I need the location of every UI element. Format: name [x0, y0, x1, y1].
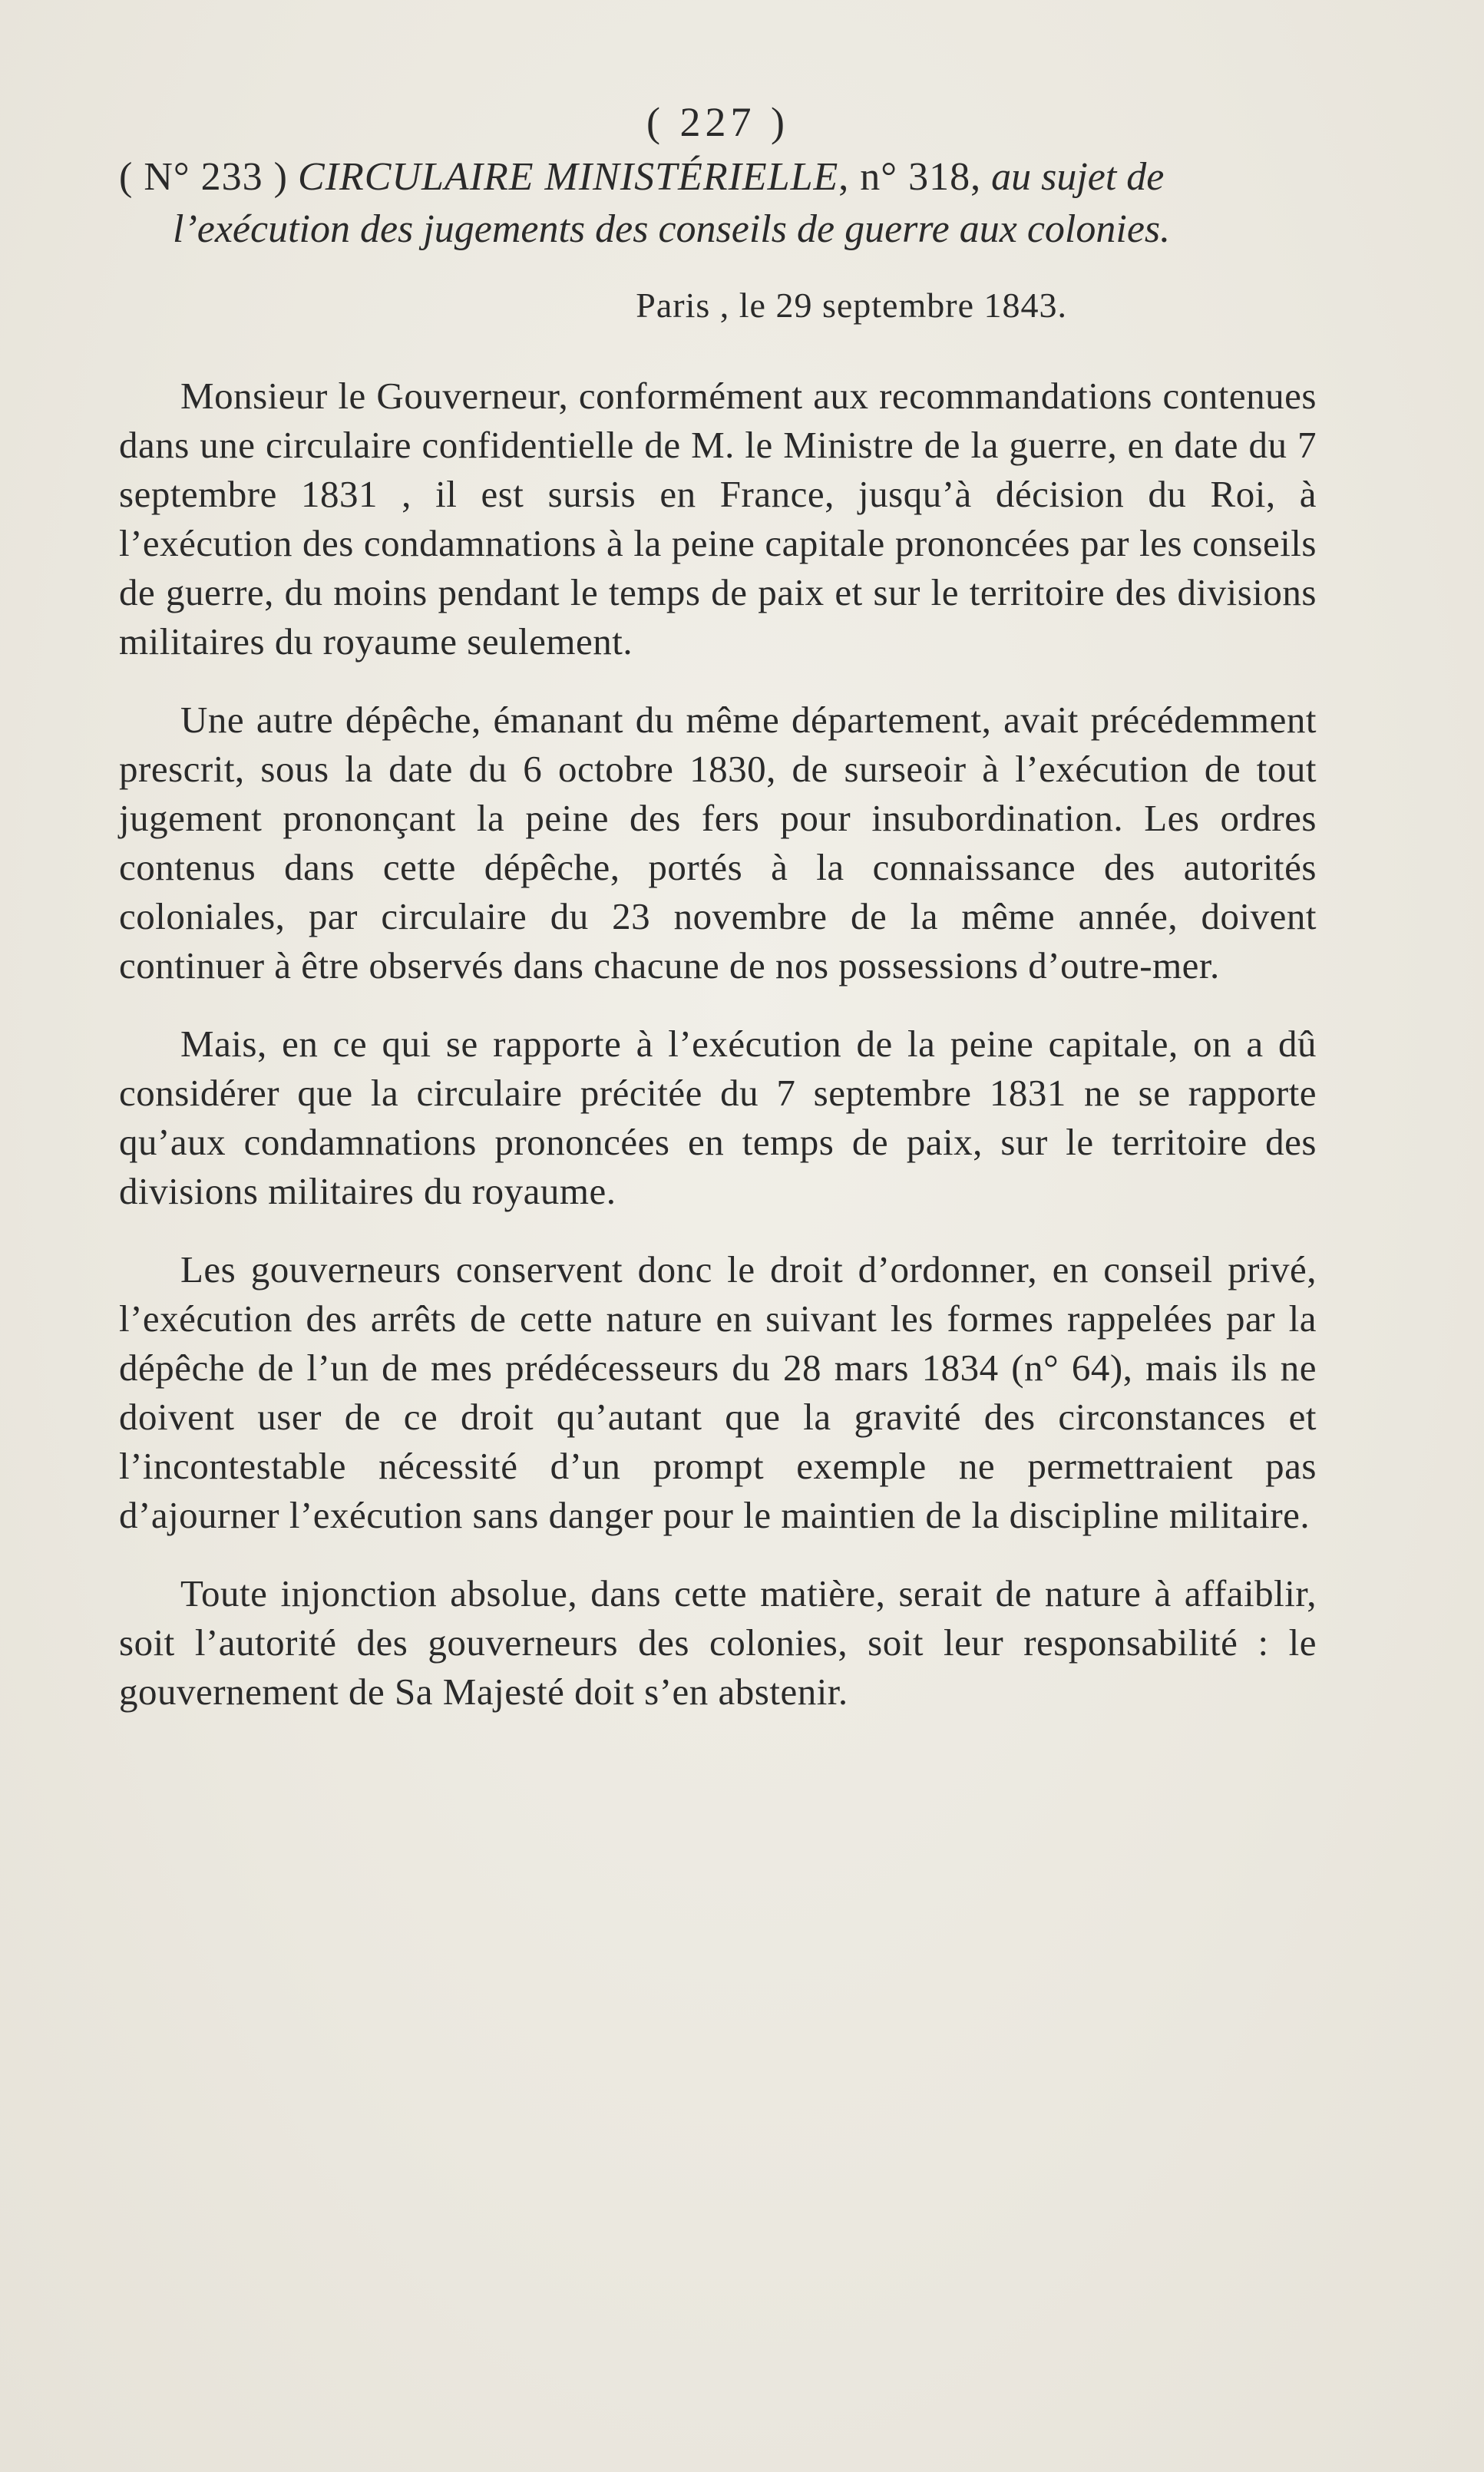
body-text	[119, 372, 1317, 1717]
circular-reference: , n° 318,	[838, 155, 982, 200]
document-number: ( N° 233 )	[119, 155, 288, 200]
document-title: CIRCULAIRE MINISTÉRIELLE	[297, 155, 839, 200]
document-subject: au sujet de l’exécution des jugements des conseils de guerre aux colonies.	[173, 155, 1171, 251]
paragraph: Les gouverneurs conservent donc le droit d’ordonner, en conseil privé, l’exécution des arrêts de cette nature en suivant les formes rappelées par la dépêche de l’un de mes prédécesseurs du 28 mars 1834 (n° 64), mais ils ne doivent user de ce droit qu’autant que la gravité des circonstances et l’incontestable nécessité d’un prompt exemple ne permettraient pas d’ajourner l’exécution sans danger pour le maintien de la discipline militaire.	[119, 1248, 1317, 1536]
circular-heading	[119, 151, 1317, 255]
page-body	[119, 100, 1317, 1717]
paragraph: Toute injonction absolue, dans cette matière, serait de nature à affaiblir, soit l’autorité des gouverneurs des colonies, soit leur responsabilité : le gouvernement de Sa Majesté doit s’en abstenir.	[119, 1571, 1317, 1713]
paragraph: Une autre dépêche, émanant du même département, avait précédemment prescrit, sous la date du 6 octobre 1830, de surseoir à l’exécution de tout jugement prononçant la peine des fers pour insubordination. Les ordres contenus dans cette dépêche, portés à la connaissance des autorités coloniales, par circulaire du 23 novembre de la même année, doivent continuer à être observés dans chacune de nos possessions d’outre-mer.	[119, 698, 1317, 986]
page-number: ( 227 )	[646, 99, 789, 145]
paragraph: Mais, en ce qui se rapporte à l’exécution de la peine capitale, on a dû considérer que la circulaire précitée du 7 septembre 1831 ne se rapporte qu’aux condamnations prononcées en temps de paix, sur le territoire des divisions militaires du royaume.	[119, 1022, 1317, 1212]
paragraph: Monsieur le Gouverneur, conformément aux recommandations contenues dans une circulaire confidentielle de M. le Ministre de la guerre, en date du 7 septembre 1831 , il est sursis en France, jusqu’à décision du Roi, à l’exécution des condamnations à la peine capitale prononcées par les conseils de guerre, du moins pendant le temps de paix et sur le territoire des divisions militaires du royaume seulement.	[119, 374, 1317, 663]
dateline: Paris , le 29 septembre 1843.	[636, 285, 1067, 325]
